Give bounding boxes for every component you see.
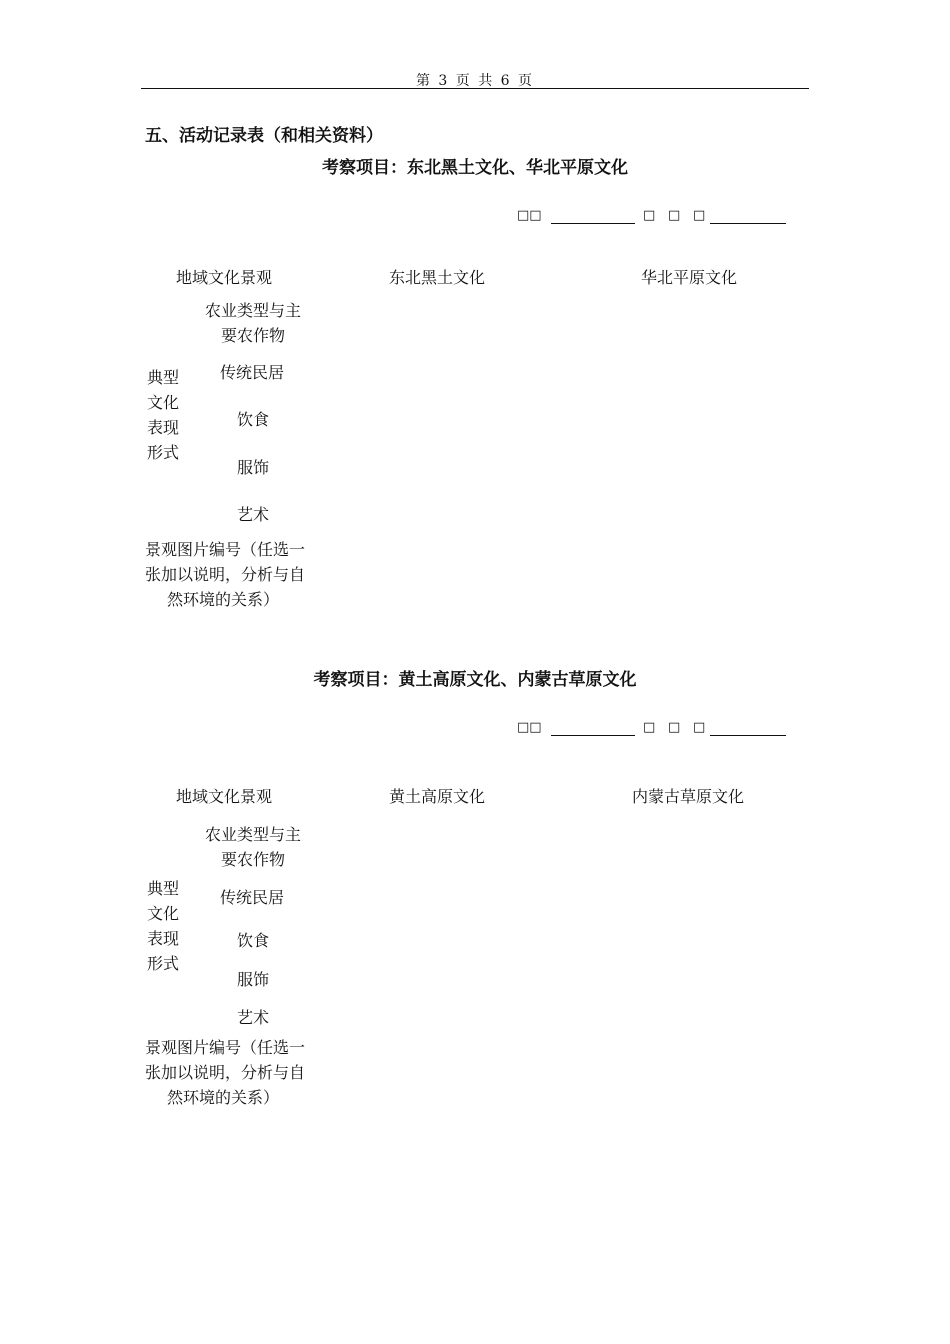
meta-blank-1[interactable] bbox=[551, 223, 635, 224]
row-label-line: 要农作物 bbox=[220, 850, 285, 869]
category-char: 典型 bbox=[147, 368, 180, 387]
picture-note-line: 张加以说明，分析与自 bbox=[145, 565, 306, 584]
table-header-cell: 地域文化景观 bbox=[176, 787, 273, 806]
meta-label-d: □ bbox=[693, 208, 706, 223]
row-label-clothing: 服饰 bbox=[237, 458, 270, 477]
table-header-cell: 地域文化景观 bbox=[176, 268, 273, 287]
row-label-dwelling: 传统民居 bbox=[220, 363, 285, 382]
survey-title-1: 考察项目：东北黑土文化、华北平原文化 bbox=[322, 158, 628, 178]
row-label-clothing: 服饰 bbox=[237, 970, 270, 989]
picture-note-line: 景观图片编号（任选一 bbox=[145, 540, 306, 559]
survey-title-2: 考察项目：黄土高原文化、内蒙古草原文化 bbox=[313, 670, 637, 690]
picture-note-line: 然环境的关系） bbox=[167, 1088, 280, 1107]
row-label-art: 艺术 bbox=[237, 1008, 270, 1027]
picture-note bbox=[145, 1035, 305, 1110]
meta-label-b: □ bbox=[643, 720, 656, 735]
meta-label-a: □□ bbox=[517, 720, 542, 735]
table-header-cell: 内蒙古草原文化 bbox=[632, 787, 745, 806]
meta-blank-2[interactable] bbox=[710, 223, 786, 224]
row-label-dwelling: 传统民居 bbox=[220, 888, 285, 907]
category-char: 典型 bbox=[147, 879, 180, 898]
row-label-art: 艺术 bbox=[237, 505, 270, 524]
picture-note-line: 景观图片编号（任选一 bbox=[145, 1038, 306, 1057]
row-label-food: 饮食 bbox=[237, 410, 270, 429]
meta-label-d: □ bbox=[693, 720, 706, 735]
category-char: 文化 bbox=[147, 393, 180, 412]
category-label bbox=[147, 876, 179, 976]
picture-note-line: 然环境的关系） bbox=[167, 590, 280, 609]
picture-note-line: 张加以说明，分析与自 bbox=[145, 1063, 306, 1082]
meta-label-c: □ bbox=[668, 720, 681, 735]
category-char: 文化 bbox=[147, 904, 180, 923]
row-label-line: 要农作物 bbox=[220, 326, 285, 345]
header-divider bbox=[141, 88, 809, 89]
meta-blank-2[interactable] bbox=[710, 735, 786, 736]
section-title: 五、活动记录表（和相关资料） bbox=[145, 126, 383, 146]
picture-note bbox=[145, 537, 305, 612]
table-header-cell: 东北黑土文化 bbox=[389, 268, 486, 287]
row-label-food: 饮食 bbox=[237, 931, 270, 950]
category-char: 形式 bbox=[147, 954, 180, 973]
meta-label-a: □□ bbox=[517, 208, 542, 223]
table-header-cell: 黄土高原文化 bbox=[389, 787, 486, 806]
category-char: 表现 bbox=[147, 418, 180, 437]
row-label-agriculture bbox=[198, 298, 308, 348]
page-number-header: 第 3 页 共 6 页 bbox=[415, 73, 535, 89]
row-label-line: 农业类型与主 bbox=[204, 301, 301, 320]
category-label bbox=[147, 365, 179, 465]
category-char: 形式 bbox=[147, 443, 180, 462]
meta-blank-1[interactable] bbox=[551, 735, 635, 736]
table-header-cell: 华北平原文化 bbox=[641, 268, 738, 287]
meta-label-c: □ bbox=[668, 208, 681, 223]
meta-label-b: □ bbox=[643, 208, 656, 223]
category-char: 表现 bbox=[147, 929, 180, 948]
row-label-line: 农业类型与主 bbox=[204, 825, 301, 844]
row-label-agriculture bbox=[198, 822, 308, 872]
